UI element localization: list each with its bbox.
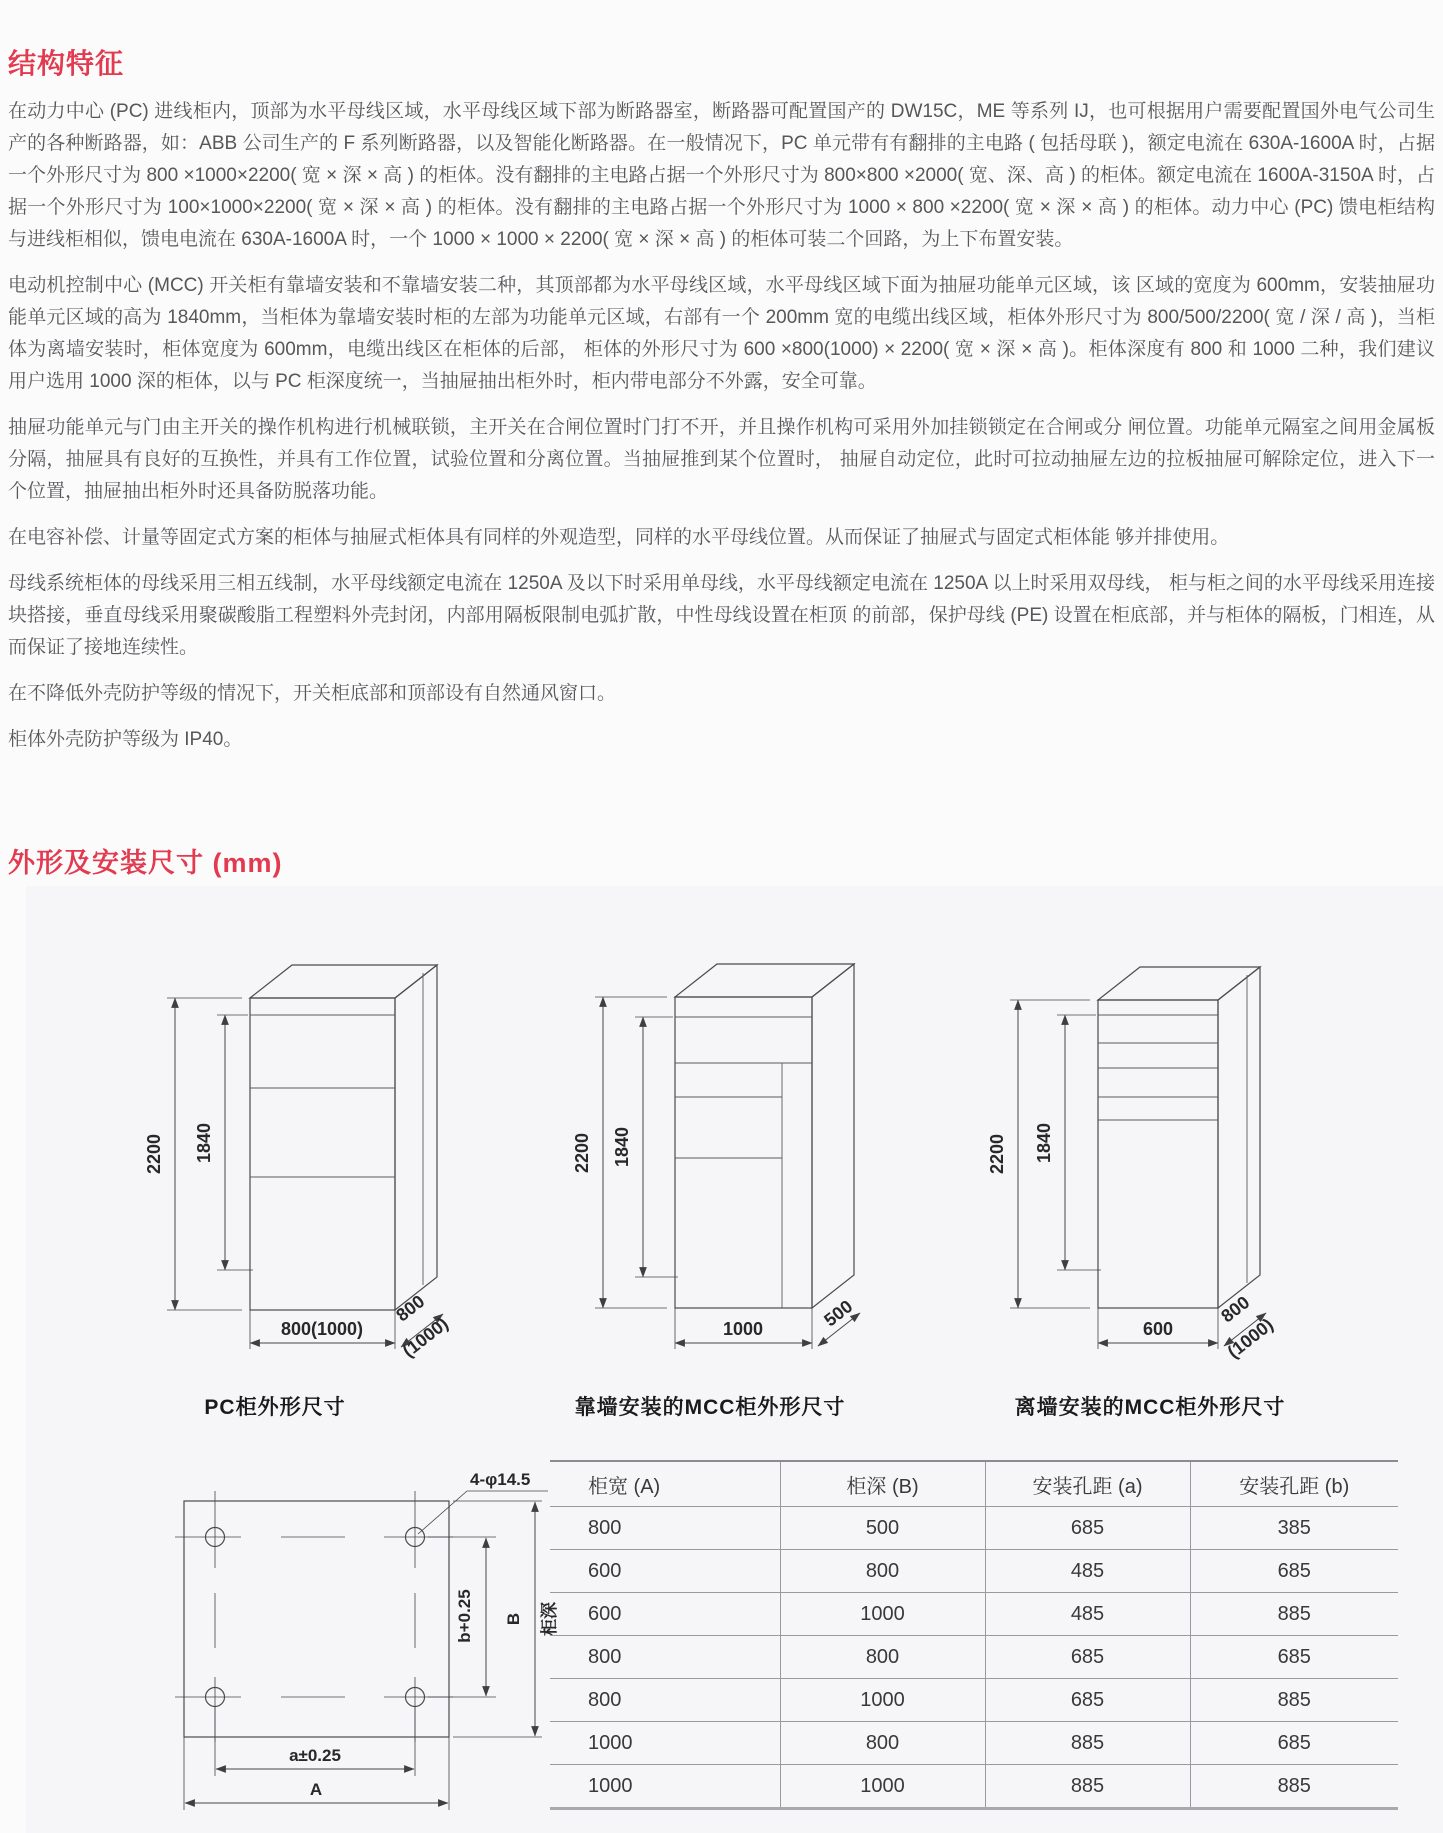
paragraph-mcc: 电动机控制中心 (MCC) 开关柜有靠墙安装和不靠墙安装二种，其顶部都为水平母线区域，水平母线区域下面为抽屉功能单元区域，该 区域的宽度为 600mm，安装抽屉功能单元区域的高为 1840mm，当柜体为靠墙安装时柜的左部为功能单元区域，右部有一个 200mm 宽的电缆出线区域，柜体外形尺寸为 800/500/2200( 宽 / 深 / 高 )，当柜体为离墙安装时，柜体宽度为 600mm，电缆出线区在柜体的后部， 柜体的外形尺寸为 600 ×800(1000) × 2200( 宽 × 深 × 高 )。柜体深度有 800 和 1000 二种，我们建议用户选用 1000 深的柜体，以与 PC 柜深度统一，当抽屉抽出柜外时，柜内带电部分不外露，安全可靠。 bbox=[8, 275, 1435, 392]
table-row bbox=[550, 1636, 1398, 1679]
mcc-free-width-label: 600 bbox=[1142, 1319, 1174, 1339]
mcc-free-height-total-label: 2200 bbox=[987, 1133, 1007, 1175]
pc-width-label: 800(1000) bbox=[280, 1319, 364, 1339]
table-cell: 685 bbox=[985, 1507, 1190, 1550]
table-cell: 500 bbox=[780, 1507, 985, 1550]
table-cell: 800 bbox=[780, 1722, 985, 1765]
table-row bbox=[550, 1507, 1398, 1550]
mounting-hole-plan-drawing bbox=[128, 1443, 563, 1818]
mcc-free-depth-alt-label: (1000) bbox=[1223, 1314, 1277, 1363]
table-cell: 800 bbox=[550, 1636, 780, 1679]
table-row bbox=[550, 1550, 1398, 1593]
installation-dimensions-table bbox=[550, 1460, 1398, 1810]
table-cell: 885 bbox=[1190, 1765, 1398, 1809]
pc-cabinet-caption: PC柜外形尺寸 bbox=[204, 1396, 346, 1419]
mcc-wall-cabinet-caption: 靠墙安装的MCC柜外形尺寸 bbox=[574, 1396, 846, 1419]
paragraph-pc-incoming: 在动力中心 (PC) 进线柜内，顶部为水平母线区域，水平母线区域下部为断路器室，断路器可配置国产的 DW15C，ME 等系列 IJ，也可根据用户需要配置国外电气公司生产的各种断路器，如：ABB 公司生产的 F 系列断路器，以及智能化断路器。在一般情况下，PC 单元带有有翻排的主电路 ( 包括母联 )，额定电流在 630A-1600A 时，占据一个外形尺寸为 800 ×1000×2200( 宽 × 深 × 高 ) 的柜体。没有翻排的主电路占据一个外形尺寸为 800×800 ×2000( 宽、深、高 ) 的柜体。额定电流在 1600A-3150A 时，占据一个外形尺寸为 100×1000×2200( 宽 × 深 × 高 ) 的柜体。没有翻排的主电路占据一个外形尺寸为 1000 × 800 ×2200( 宽 × 深 × 高 ) 的柜体。动力中心 (PC) 馈电柜结构与进线柜相似，馈电电流在 630A-1600A 时，一个 1000 × 1000 × 2200( 宽 × 深 × 高 ) 的柜体可装二个回路，为上下布置安装。 bbox=[8, 101, 1435, 250]
mounting-dim-B-label: B bbox=[504, 1612, 523, 1626]
structural-features-text bbox=[8, 96, 1435, 770]
paragraph-fixed-scheme: 在电容补偿、计量等固定式方案的柜体与抽屉式柜体具有同样的外观造型，同样的水平母线位置。从而保证了抽屉式与固定式柜体能 够并排使用。 bbox=[8, 527, 1230, 548]
table-cell: 685 bbox=[985, 1679, 1190, 1722]
table-cell: 685 bbox=[1190, 1722, 1398, 1765]
table-cell: 800 bbox=[780, 1550, 985, 1593]
table-cell: 685 bbox=[985, 1636, 1190, 1679]
table-cell: 800 bbox=[780, 1636, 985, 1679]
table-cell: 1000 bbox=[780, 1765, 985, 1809]
table-cell: 485 bbox=[985, 1550, 1190, 1593]
table-cell: 885 bbox=[985, 1722, 1190, 1765]
mcc-free-cabinet-drawing bbox=[978, 933, 1338, 1403]
pc-depth-label: 800 bbox=[392, 1291, 429, 1326]
table-header-hole-spacing-b: 安装孔距 (b) bbox=[1190, 1461, 1398, 1507]
table-cell: 385 bbox=[1190, 1507, 1398, 1550]
table-cell: 800 bbox=[550, 1679, 780, 1722]
mounting-depth-label: 柜深 bbox=[540, 1602, 559, 1636]
table-cell: 1000 bbox=[780, 1593, 985, 1636]
pc-height-total-label: 2200 bbox=[144, 1133, 164, 1175]
mounting-dim-b-label: b+0.25 bbox=[455, 1589, 474, 1643]
table-cell: 885 bbox=[1190, 1593, 1398, 1636]
mcc-wall-cabinet-drawing bbox=[555, 933, 905, 1403]
mcc-wall-width-label: 1000 bbox=[722, 1319, 764, 1339]
pc-depth-alt-label: (1000) bbox=[398, 1313, 452, 1362]
mcc-wall-height-total-label: 2200 bbox=[572, 1132, 592, 1174]
pc-cabinet-drawing bbox=[120, 933, 470, 1403]
mounting-hole-count-label: 4-φ14.5 bbox=[470, 1470, 531, 1489]
table-row bbox=[550, 1593, 1398, 1636]
section-dimensions-title: 外形及安装尺寸 (mm) bbox=[8, 848, 283, 878]
table-cell: 600 bbox=[550, 1550, 780, 1593]
table-header-row bbox=[550, 1461, 1398, 1507]
table-cell: 685 bbox=[1190, 1636, 1398, 1679]
paragraph-ventilation: 在不降低外壳防护等级的情况下，开关柜底部和顶部设有自然通风窗口。 bbox=[8, 683, 617, 704]
table-cell: 600 bbox=[550, 1593, 780, 1636]
mcc-free-height-inner-label: 1840 bbox=[1034, 1122, 1054, 1164]
table-row bbox=[550, 1722, 1398, 1765]
mounting-dim-A-label: A bbox=[309, 1780, 323, 1799]
table-row bbox=[550, 1765, 1398, 1809]
table-cell: 885 bbox=[1190, 1679, 1398, 1722]
table-cell: 1000 bbox=[550, 1765, 780, 1809]
mounting-dim-a-label: a±0.25 bbox=[289, 1746, 341, 1765]
table-header-cabinet-width: 柜宽 (A) bbox=[550, 1461, 780, 1507]
table-cell: 685 bbox=[1190, 1550, 1398, 1593]
table-header-cabinet-depth: 柜深 (B) bbox=[780, 1461, 985, 1507]
pc-height-inner-label: 1840 bbox=[194, 1122, 214, 1164]
paragraph-drawer-interlock: 抽屉功能单元与门由主开关的操作机构进行机械联锁，主开关在合闸位置时门打不开，并且操作机构可采用外加挂锁锁定在合闸或分 闸位置。功能单元隔室之间用金属板分隔，抽屉具有良好的互换性，并具有工作位置，试验位置和分离位置。当抽屉推到某个位置时， 抽屉自动定位，此时可拉动抽屉左边的拉板抽屉可解除定位，进入下一个位置，抽屉抽出柜外时还具备防脱落功能。 bbox=[8, 417, 1435, 502]
table-cell: 885 bbox=[985, 1765, 1190, 1809]
table-cell: 1000 bbox=[780, 1679, 985, 1722]
mcc-free-depth-label: 800 bbox=[1217, 1292, 1254, 1327]
table-cell: 485 bbox=[985, 1593, 1190, 1636]
table-cell: 1000 bbox=[550, 1722, 780, 1765]
table-row bbox=[550, 1679, 1398, 1722]
mcc-wall-height-inner-label: 1840 bbox=[612, 1126, 632, 1168]
section-structural-features-title: 结构特征 bbox=[8, 48, 125, 79]
paragraph-ip-rating: 柜体外壳防护等级为 IP40。 bbox=[8, 729, 243, 750]
paragraph-busbar-system: 母线系统柜体的母线采用三相五线制，水平母线额定电流在 1250A 及以下时采用单母线，水平母线额定电流在 1250A 以上时采用双母线， 柜与柜之间的水平母线采用连接块搭接，垂直母线采用聚碳酸脂工程塑料外壳封闭，内部用隔板限制电弧扩散，中性母线设置在柜顶 的前部，保护母线 (PE) 设置在柜底部，并与柜体的隔板，门相连，从而保证了接地连续性。 bbox=[8, 573, 1435, 658]
mcc-wall-depth-label: 500 bbox=[820, 1296, 857, 1331]
table-cell: 800 bbox=[550, 1507, 780, 1550]
mcc-free-cabinet-caption: 离墙安装的MCC柜外形尺寸 bbox=[1014, 1396, 1286, 1419]
table-header-hole-spacing-a: 安装孔距 (a) bbox=[985, 1461, 1190, 1507]
